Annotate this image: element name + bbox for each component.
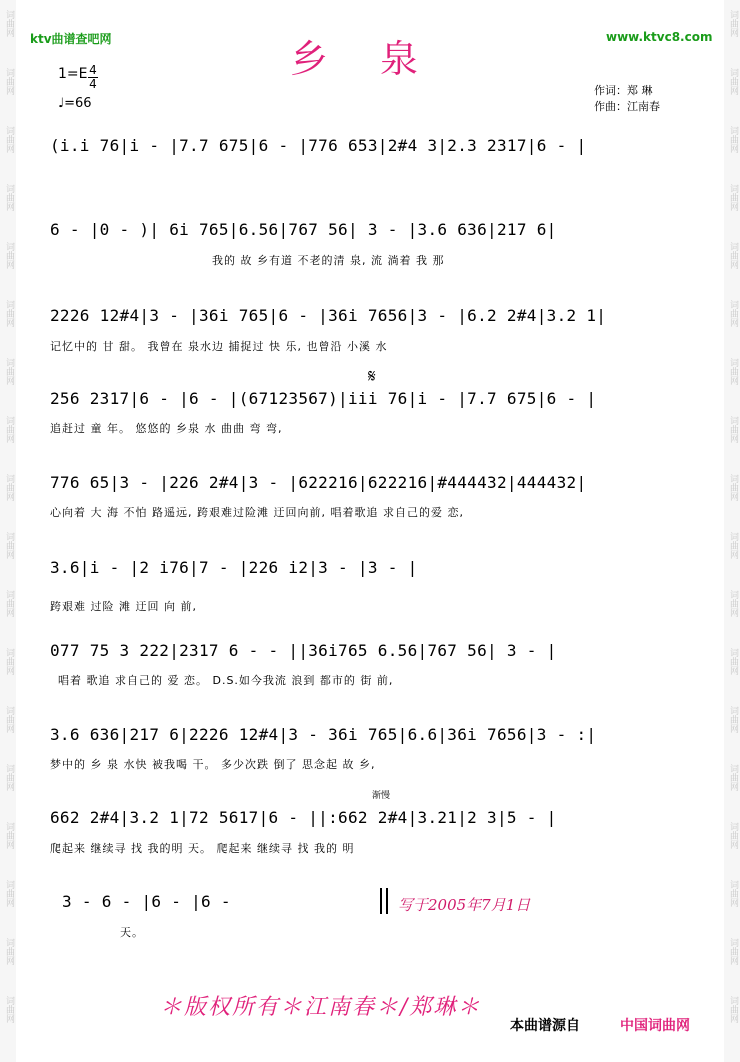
tempo-marking: ♩=66 (58, 96, 92, 111)
site-url-right[interactable]: www.ktvc8.com (606, 30, 713, 44)
watermark-mark: 词曲网 (4, 648, 14, 675)
watermark-mark: 词曲网 (4, 938, 14, 965)
composer-credit: 作曲：江南春 (594, 100, 660, 113)
left-watermark-strip (0, 0, 16, 1062)
watermark-mark: 词曲网 (728, 416, 738, 443)
watermark-mark: 词曲网 (4, 474, 14, 501)
lyric-line-6: 跨艰难 过险 滩 迂回 向 前, (50, 600, 197, 613)
watermark-mark: 词曲网 (728, 590, 738, 617)
staff-line-10: 3 - 6 - |6 - |6 - (62, 892, 231, 911)
watermark-mark: 词曲网 (728, 474, 738, 501)
watermark-mark: 词曲网 (4, 590, 14, 617)
staff-line-6: 3.6|i - |2 i76|7 - |226 i2|3 - |3 - | (50, 558, 418, 577)
watermark-mark: 词曲网 (728, 10, 738, 37)
tempo-change-mark: 渐慢 (372, 791, 391, 801)
staff-line-1: (i.i 76|i - |7.7 675|6 - |776 653|2#4 3|2.3 2317|6 - | (50, 136, 587, 155)
watermark-mark: 词曲网 (4, 358, 14, 385)
site-logo-left[interactable]: ktv曲谱查吧网 (30, 32, 112, 46)
watermark-mark: 词曲网 (4, 532, 14, 559)
watermark-mark: 词曲网 (4, 242, 14, 269)
watermark-mark: 词曲网 (728, 126, 738, 153)
watermark-mark: 词曲网 (728, 938, 738, 965)
staff-line-2: 6 - |0 - )| 6i 765|6.56|767 56| 3 - |3.6 636|217 6| (50, 220, 557, 239)
lyric-line-9: 爬起来 继续寻 找 我的明 天。 爬起来 继续寻 找 我的 明 (50, 842, 355, 855)
staff-line-5: 776 65|3 - |226 2#4|3 - |622216|622216|#444432|444432| (50, 473, 587, 492)
lyric-line-3: 记忆中的 甘 甜。 我曾在 泉水边 捕捉过 快 乐, 也曾沿 小溪 水 (50, 340, 388, 353)
watermark-mark: 词曲网 (728, 822, 738, 849)
composition-date: 写于2005年7月1日 (398, 896, 531, 914)
watermark-mark: 词曲网 (728, 68, 738, 95)
staff-line-4: 256 2317|6 - |6 - |(67123567)|iii 76|i - |7.7 675|6 - | (50, 389, 597, 408)
watermark-mark: 词曲网 (728, 184, 738, 211)
watermark-mark: 词曲网 (4, 10, 14, 37)
watermark-mark: 词曲网 (4, 300, 14, 327)
lyric-line-8: 梦中的 乡 泉 水快 被我喝 干。 多少次跌 倒了 思念起 故 乡, (50, 758, 376, 771)
lyric-line-5: 心向着 大 海 不怕 路遥远, 跨艰难过险滩 迂回向前, 唱着歌追 求自己的爱 恋, (50, 506, 464, 519)
source-site-link[interactable]: 中国词曲网 (620, 1018, 690, 1034)
staff-line-9: 662 2#4|3.2 1|72 5617|6 - ||:662 2#4|3.21|2 3|5 - | (50, 808, 557, 827)
copyright-notice: ＊版权所有＊江南春＊/郑琳＊ (160, 995, 482, 1020)
watermark-mark: 词曲网 (728, 648, 738, 675)
final-barline (380, 888, 388, 914)
time-top: 4 (89, 63, 97, 77)
right-watermark-strip (724, 0, 740, 1062)
lyric-line-7: 唱着 歌追 求自己的 爱 恋。 D.S.如今我流 浪到 都市的 街 前, (58, 674, 394, 687)
lyric-line-2: 我的 故 乡有道 不老的清 泉, 流 淌着 我 那 (212, 254, 445, 267)
watermark-mark: 词曲网 (4, 880, 14, 907)
segno-sign: 𝄋 (368, 366, 376, 387)
watermark-mark: 词曲网 (4, 184, 14, 211)
watermark-mark: 词曲网 (728, 242, 738, 269)
watermark-mark: 词曲网 (728, 764, 738, 791)
watermark-mark: 词曲网 (728, 300, 738, 327)
lyricist-credit: 作词：郑 琳 (594, 84, 653, 97)
watermark-mark: 词曲网 (4, 126, 14, 153)
time-bottom: 4 (89, 77, 97, 91)
key-signature: 1=E (58, 66, 88, 82)
watermark-mark: 词曲网 (4, 706, 14, 733)
lyric-line-10: 天。 (120, 926, 144, 939)
song-title: 乡泉 (290, 37, 471, 81)
staff-line-8: 3.6 636|217 6|2226 12#4|3 - 36i 765|6.6|36i 7656|3 - :| (50, 725, 597, 744)
watermark-mark: 词曲网 (728, 706, 738, 733)
time-signature (88, 64, 98, 91)
source-label: 本曲谱源自 (510, 1018, 580, 1034)
watermark-mark: 词曲网 (728, 880, 738, 907)
watermark-mark: 词曲网 (728, 532, 738, 559)
staff-line-7: 077 75 3 222|2317 6 - - ||36i765 6.56|767 56| 3 - | (50, 641, 557, 660)
watermark-mark: 词曲网 (728, 996, 738, 1023)
watermark-mark: 词曲网 (4, 68, 14, 95)
watermark-mark: 词曲网 (4, 822, 14, 849)
staff-line-3: 2226 12#4|3 - |36i 765|6 - |36i 7656|3 - |6.2 2#4|3.2 1| (50, 306, 607, 325)
watermark-mark: 词曲网 (4, 996, 14, 1023)
lyric-line-4: 追赶过 童 年。 悠悠的 乡泉 水 曲曲 弯 弯, (50, 422, 283, 435)
watermark-mark: 词曲网 (728, 358, 738, 385)
watermark-mark: 词曲网 (4, 764, 14, 791)
watermark-mark: 词曲网 (4, 416, 14, 443)
